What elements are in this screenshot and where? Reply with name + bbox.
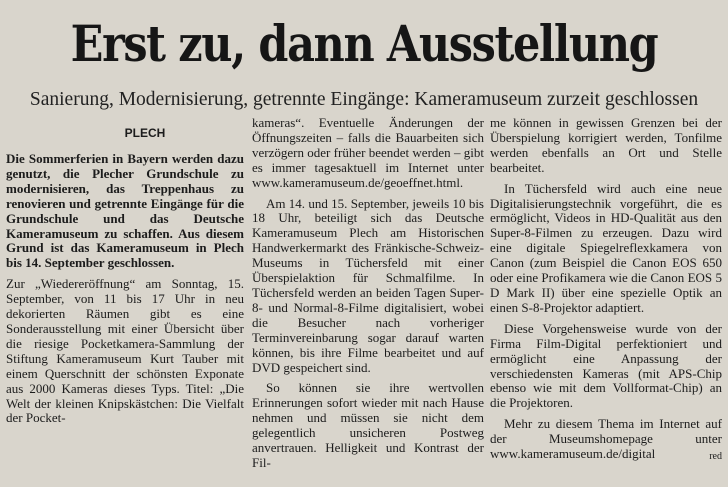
- paragraph: Diese Vorgehensweise wurde von der Firma Film-Digital perfektioniert und ermöglicht eine Anpassung der verschiedensten Kameras (mit APS-Chip ebenso wie mit dem Vollformat-Chip) an die Projektoren.: [490, 320, 722, 411]
- paragraph-text: Mehr zu diesem Thema im Internet auf der Museumshomepage unter www.kameramuseum.de/digital: [490, 416, 722, 462]
- paragraph: kameras“. Eventuelle Änderungen der Öffnungszeiten – falls die Bauarbeiten sich verzögern oder früher beendet werden – gibt es immer tagesaktuell im Internet unter www.kameramuseum.de/geoeffnet.html.: [252, 115, 484, 190]
- paragraph: So können sie ihre wertvollen Erinnerungen sofort wieder mit nach Hause nehmen und müssen sie nicht dem gelegentlich unsicheren Postweg anvertrauen. Helligkeit und Kontrast der Fil-: [252, 380, 484, 470]
- column-2: [252, 116, 484, 477]
- lead-paragraph: Die Sommerferien in Bayern werden dazu genutzt, die Plecher Grundschule zu modernisieren, das Treppenhaus zu renovieren und getrennte Eingänge für die Grundschule und das Deutsche Kameramuseum zu schaffen. Aus diesem Grund ist das Kameramuseum in Plech bis 14. September geschlossen.: [6, 151, 244, 271]
- paragraph: me können in gewissen Grenzen bei der Überspielung korrigiert werden, Tonfilme werden ebenfalls an Ort und Stelle bearbeitet.: [490, 115, 722, 175]
- headline: Erst zu, dann Ausstellung: [70, 14, 658, 73]
- paragraph: In Tüchersfeld wird auch eine neue Digitalisierungstechnik vorgeführt, die es ermöglicht, Videos in HD-Qualität aus den Super-8-Filmen zu erzeugen. Dazu wird eine digitale Spiegelreflexkamera von Canon (zum Beispiel die Canon EOS 650 oder eine Profikamera wie die Canon EOS 5 D Mark II) über eine spezielle Optik an einen S-8-Projektor adaptiert.: [490, 180, 722, 315]
- author-credit: red: [709, 451, 722, 463]
- paragraph: Zur „Wiedereröffnung“ am Sonntag, 15. September, von 11 bis 17 Uhr in neu dekorierten Räumen gibt es eine Sonderausstellung mit einer Übersicht über die riesige Pocketkamera-Sammlung der Stiftung Kameramuseum Kurt Tauber mit einem Querschnitt der schönsten Exponate aus 2000 Kameras dieses Typs. Titel: „Die Welt der kleinen Knipskästchen: Die Vielfalt der Pocket-: [6, 276, 244, 426]
- paragraph-last: [490, 417, 722, 462]
- paragraph: Am 14. und 15. September, jeweils 10 bis 18 Uhr, beteiligt sich das Deutsche Kameramuseum Plech am Historischen Handwerkermarkt des Fränkische-Schweiz-Museums in Tüchersfeld mit einer Überspielaktion für Schmalfilme. In Tüchersfeld werden an beiden Tagen Super-8- und Normal-8-Filme digitalisiert, wobei die Besucher nach vorheriger Terminvereinbarung sogar darauf warten können, bis ihre Filme bearbeitet und auf DVD gespeichert sind.: [252, 195, 484, 375]
- column-3: [490, 116, 722, 468]
- column-1: [6, 118, 244, 432]
- subheadline: Sanierung, Modernisierung, getrennte Eingänge: Kameramuseum zurzeit geschlossen: [29, 89, 699, 110]
- dateline: PLECH: [124, 126, 166, 140]
